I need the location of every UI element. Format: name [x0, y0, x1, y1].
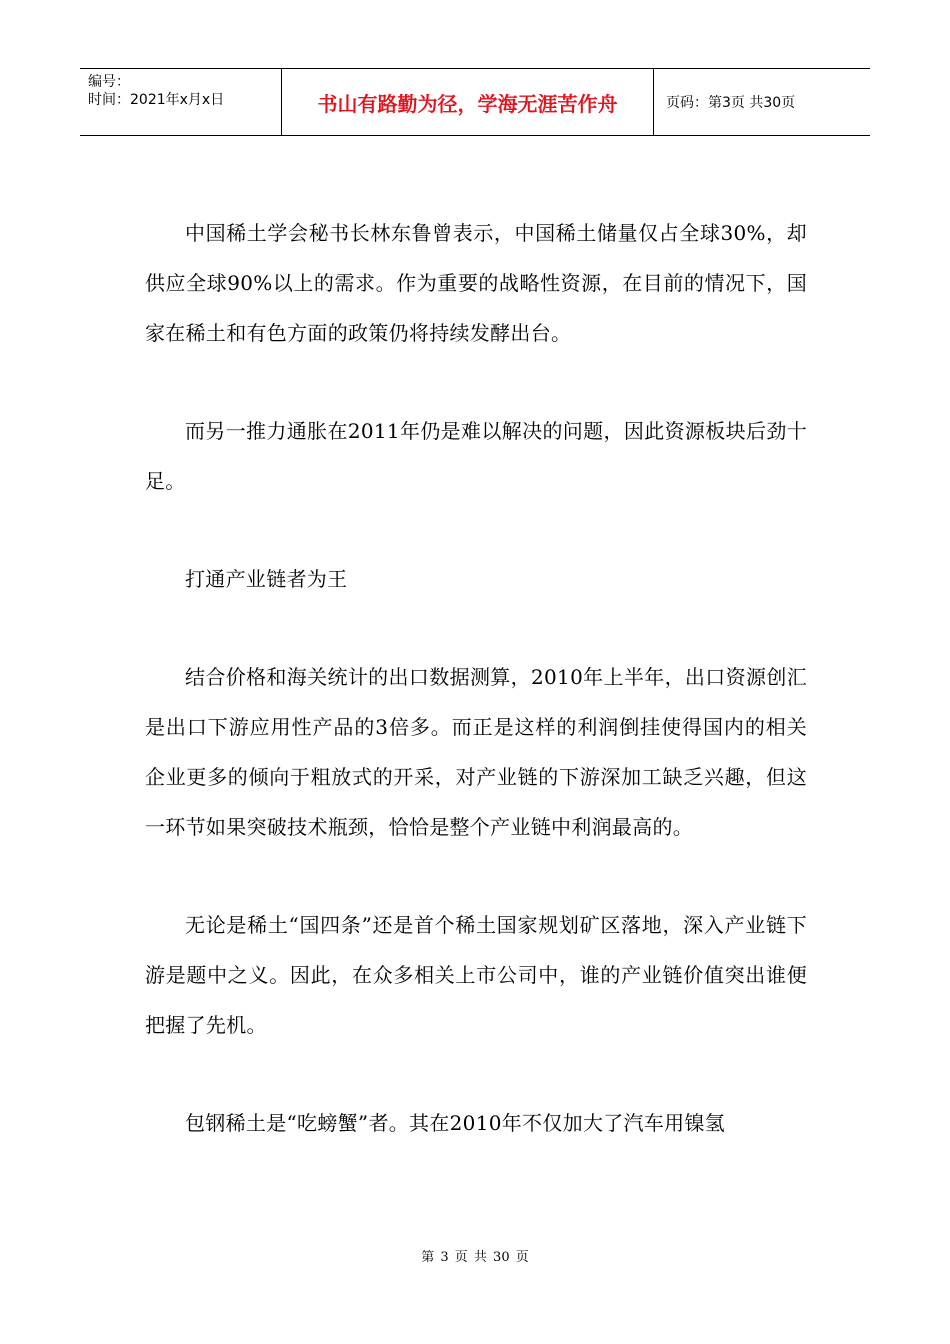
header-motto: 书山有路勤为径，学海无涯苦作舟	[282, 69, 654, 135]
document-body	[145, 208, 807, 1196]
header-meta-cell	[80, 69, 282, 135]
page-footer: 第 3 页 共 30 页	[421, 1250, 529, 1265]
paragraph: 无论是稀土“国四条”还是首个稀土国家规划矿区落地，深入产业链下游是题中之义。因此，在众多相关上市公司中，谁的产业链价值突出谁便把握了先机。	[145, 913, 807, 1037]
paragraph: 包钢稀土是“吃螃蟹”者。其在2010年不仅加大了汽车用镍氢	[185, 1111, 726, 1135]
page-header	[80, 68, 870, 136]
document-date-label: 时间：2021年x月x日	[88, 92, 225, 108]
paragraph: 而另一推力通胀在2011年仍是难以解决的问题，因此资源板块后劲十足。	[145, 419, 807, 493]
section-heading: 打通产业链者为王	[185, 567, 348, 591]
paragraph: 结合价格和海关统计的出口数据测算，2010年上半年，出口资源创汇是出口下游应用性产品的3倍多。而正是这样的利润倒挂使得国内的相关企业更多的倾向于粗放式的开采，对产业链的下游深加工缺乏兴趣，但这一环节如果突破技术瓶颈，恰恰是整个产业链中利润最高的。	[145, 665, 807, 839]
header-page-info: 页码：第3页 共30页	[666, 95, 796, 111]
document-number-label: 编号：	[88, 74, 130, 90]
paragraph: 中国稀土学会秘书长林东鲁曾表示，中国稀土储量仅占全球30%，却供应全球90%以上的需求。作为重要的战略性资源，在目前的情况下，国家在稀土和有色方面的政策仍将持续发酵出台。	[145, 221, 807, 345]
